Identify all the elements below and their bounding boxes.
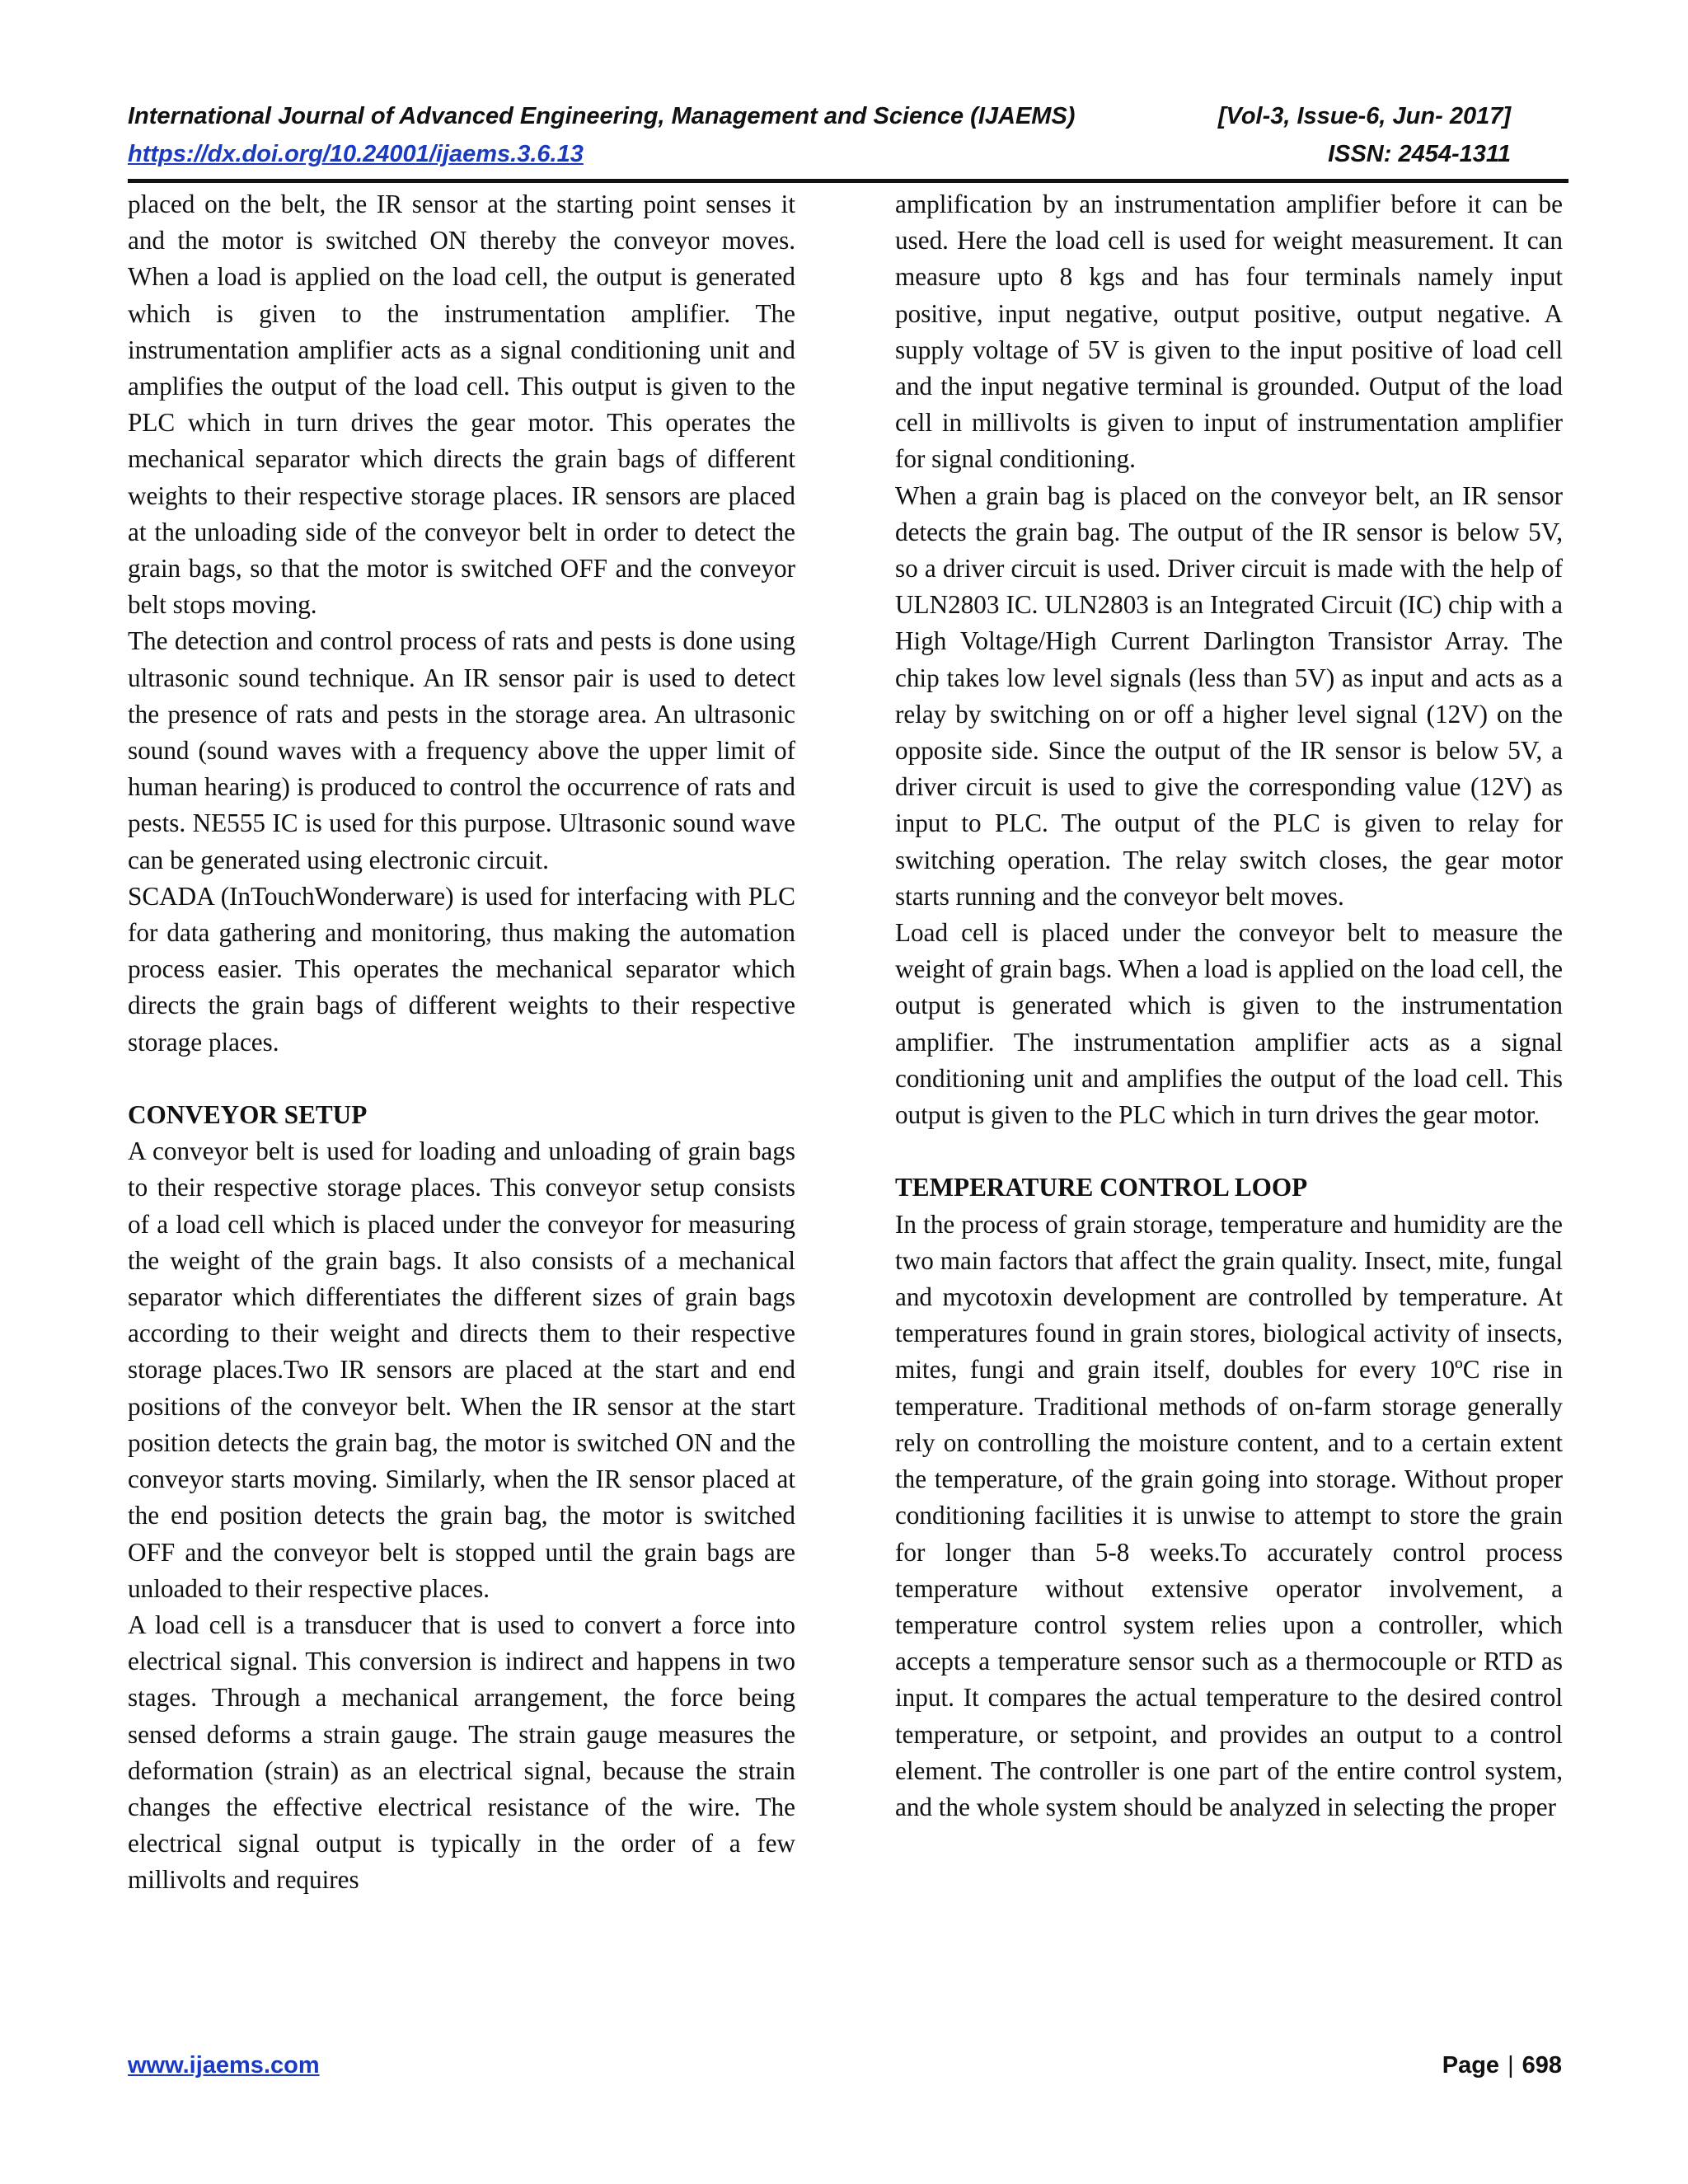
doi-link[interactable]: https://dx.doi.org/10.24001/ijaems.3.6.13 <box>128 141 584 167</box>
right-paragraph-1: amplification by an instrumentation amplifier before it can be used. Here the load cell is used for weight measurement. It can measure upto 8 kgs and has four terminals namely input positive, input negative, output positive, output negative. A supply voltage of 5V is given to the input positive of load cell and the input negative terminal is grounded. Output of the load cell in millivolts is given to input of instrumentation amplifier for signal conditioning. <box>895 190 1563 474</box>
left-paragraph-2: The detection and control process of rats and pests is done using ultrasonic sound technique. An IR sensor pair is used to detect the presence of rats and pests in the storage area. An ultrasonic sound (sound waves with a frequency above the upper limit of human hearing) is produced to control the occurrence of rats and pests. NE555 IC is used for this purpose. Ultrasonic sound wave can be generated using electronic circuit. <box>128 626 795 874</box>
header-divider <box>128 179 1568 183</box>
page-indicator <box>1442 2052 1562 2079</box>
page-number: 698 <box>1522 2052 1562 2079</box>
right-paragraph-2: When a grain bag is placed on the conveyor belt, an IR sensor detects the grain bag. The output of the IR sensor is below 5V, so a driver circuit is used. Driver circuit is made with the help of ULN2803 IC. ULN2803 is an Integrated Circuit (IC) chip with a High Voltage/High Current Darlington Transistor Array. The chip takes low level signals (less than 5V) as input and acts as a relay by switching on or off a higher level signal (12V) on the opposite side. Since the output of the IR sensor is below 5V, a driver circuit is used to give the corresponding value (12V) as input to PLC. The output of the PLC is given to relay for switching operation. The relay switch closes, the gear motor starts running and the conveyor belt moves. <box>895 480 1563 911</box>
section-heading-conveyor-setup: CONVEYOR SETUP <box>128 1100 368 1130</box>
page-separator: | <box>1507 2052 1514 2079</box>
volume-info: [Vol-3, Issue-6, Jun- 2017] <box>1217 103 1511 129</box>
header-row-doi <box>128 135 1568 173</box>
right-paragraph-3: Load cell is placed under the conveyor belt to measure the weight of grain bags. When a load is applied on the load cell, the output is generated which is given to the instrumentation amplifier. The instrumentation amplifier acts as a signal conditioning unit and amplifies the output of the load cell. This output is given to the PLC which in turn drives the gear motor. <box>895 918 1563 1130</box>
website-link[interactable]: www.ijaems.com <box>128 2052 320 2079</box>
right-paragraph-4: In the process of grain storage, temperature and humidity are the two main factors that affect the grain quality. Insect, mite, fungal and mycotoxin development are controlled by temperature. At temperatures found in grain stores, biological activity of insects, mites, fungi and grain itself, doubles for every 10ºC rise in temperature. Traditional methods of on-farm storage generally rely on controlling the moisture content, and to a certain extent the temperature, of the grain going into storage. Without proper conditioning facilities it is unwise to attempt to store the grain for longer than 5-8 weeks.To accurately control process temperature without extensive operator involvement, a temperature control system relies upon a controller, which accepts a temperature sensor such as a thermocouple or RTD as input. It compares the actual temperature to the desired control temperature, or setpoint, and provides an output to a control element. The controller is one part of the entire control system, and the whole system should be analyzed in selecting the proper <box>895 1209 1563 1821</box>
section-heading-temperature-control-loop: TEMPERATURE CONTROL LOOP <box>895 1173 1308 1202</box>
running-header <box>128 97 1568 173</box>
header-row-journal <box>128 97 1568 135</box>
section-gap <box>895 1133 1563 1169</box>
section-gap <box>128 1061 795 1097</box>
page-label: Page <box>1442 2052 1500 2079</box>
left-paragraph-5: A load cell is a transducer that is used to convert a force into electrical signal. This conversion is indirect and happens in two stages. Through a mechanical arrangement, the force being sensed deforms a strain gauge. The strain gauge measures the deformation (strain) as an electrical signal, because the strain changes the effective electrical resistance of the wire. The electrical signal output is typically in the order of a few millivolts and requires <box>128 1610 795 1895</box>
issn: ISSN: 2454-1311 <box>1328 141 1511 167</box>
left-paragraph-4: A conveyor belt is used for loading and unloading of grain bags to their respective storage places. This conveyor setup consists of a load cell which is placed under the conveyor for measuring the weight of the grain bags. It also consists of a mechanical separator which differentiates the different sizes of grain bags according to their weight and directs them to their respective storage places.Two IR sensors are placed at the start and end positions of the conveyor belt. When the IR sensor at the start position detects the grain bag, the motor is switched ON and the conveyor starts moving. Similarly, when the IR sensor placed at the end position detects the grain bag, the motor is switched OFF and the conveyor belt is stopped until the grain bags are unloaded to their respective places. <box>128 1137 795 1603</box>
left-column <box>128 186 795 1899</box>
page-footer <box>128 2052 1562 2079</box>
right-column <box>895 186 1563 1825</box>
left-paragraph-1: placed on the belt, the IR sensor at the starting point senses it and the motor is switched ON thereby the conveyor moves. When a load is applied on the load cell, the output is generated which is given to the instrumentation amplifier. The instrumentation amplifier acts as a signal conditioning unit and amplifies the output of the load cell. This output is given to the PLC which in turn drives the gear motor. This operates the mechanical separator which directs the grain bags of different weights to their respective storage places. IR sensors are placed at the unloading side of the conveyor belt in order to detect the grain bags, so that the motor is switched OFF and the conveyor belt stops moving. <box>128 190 795 620</box>
journal-title: International Journal of Advanced Engineering, Management and Science (IJAEMS) <box>128 103 1076 129</box>
left-paragraph-3: SCADA (InTouchWonderware) is used for interfacing with PLC for data gathering and monitoring, thus making the automation process easier. This operates the mechanical separator which directs the grain bags of different weights to their respective storage places. <box>128 881 795 1057</box>
